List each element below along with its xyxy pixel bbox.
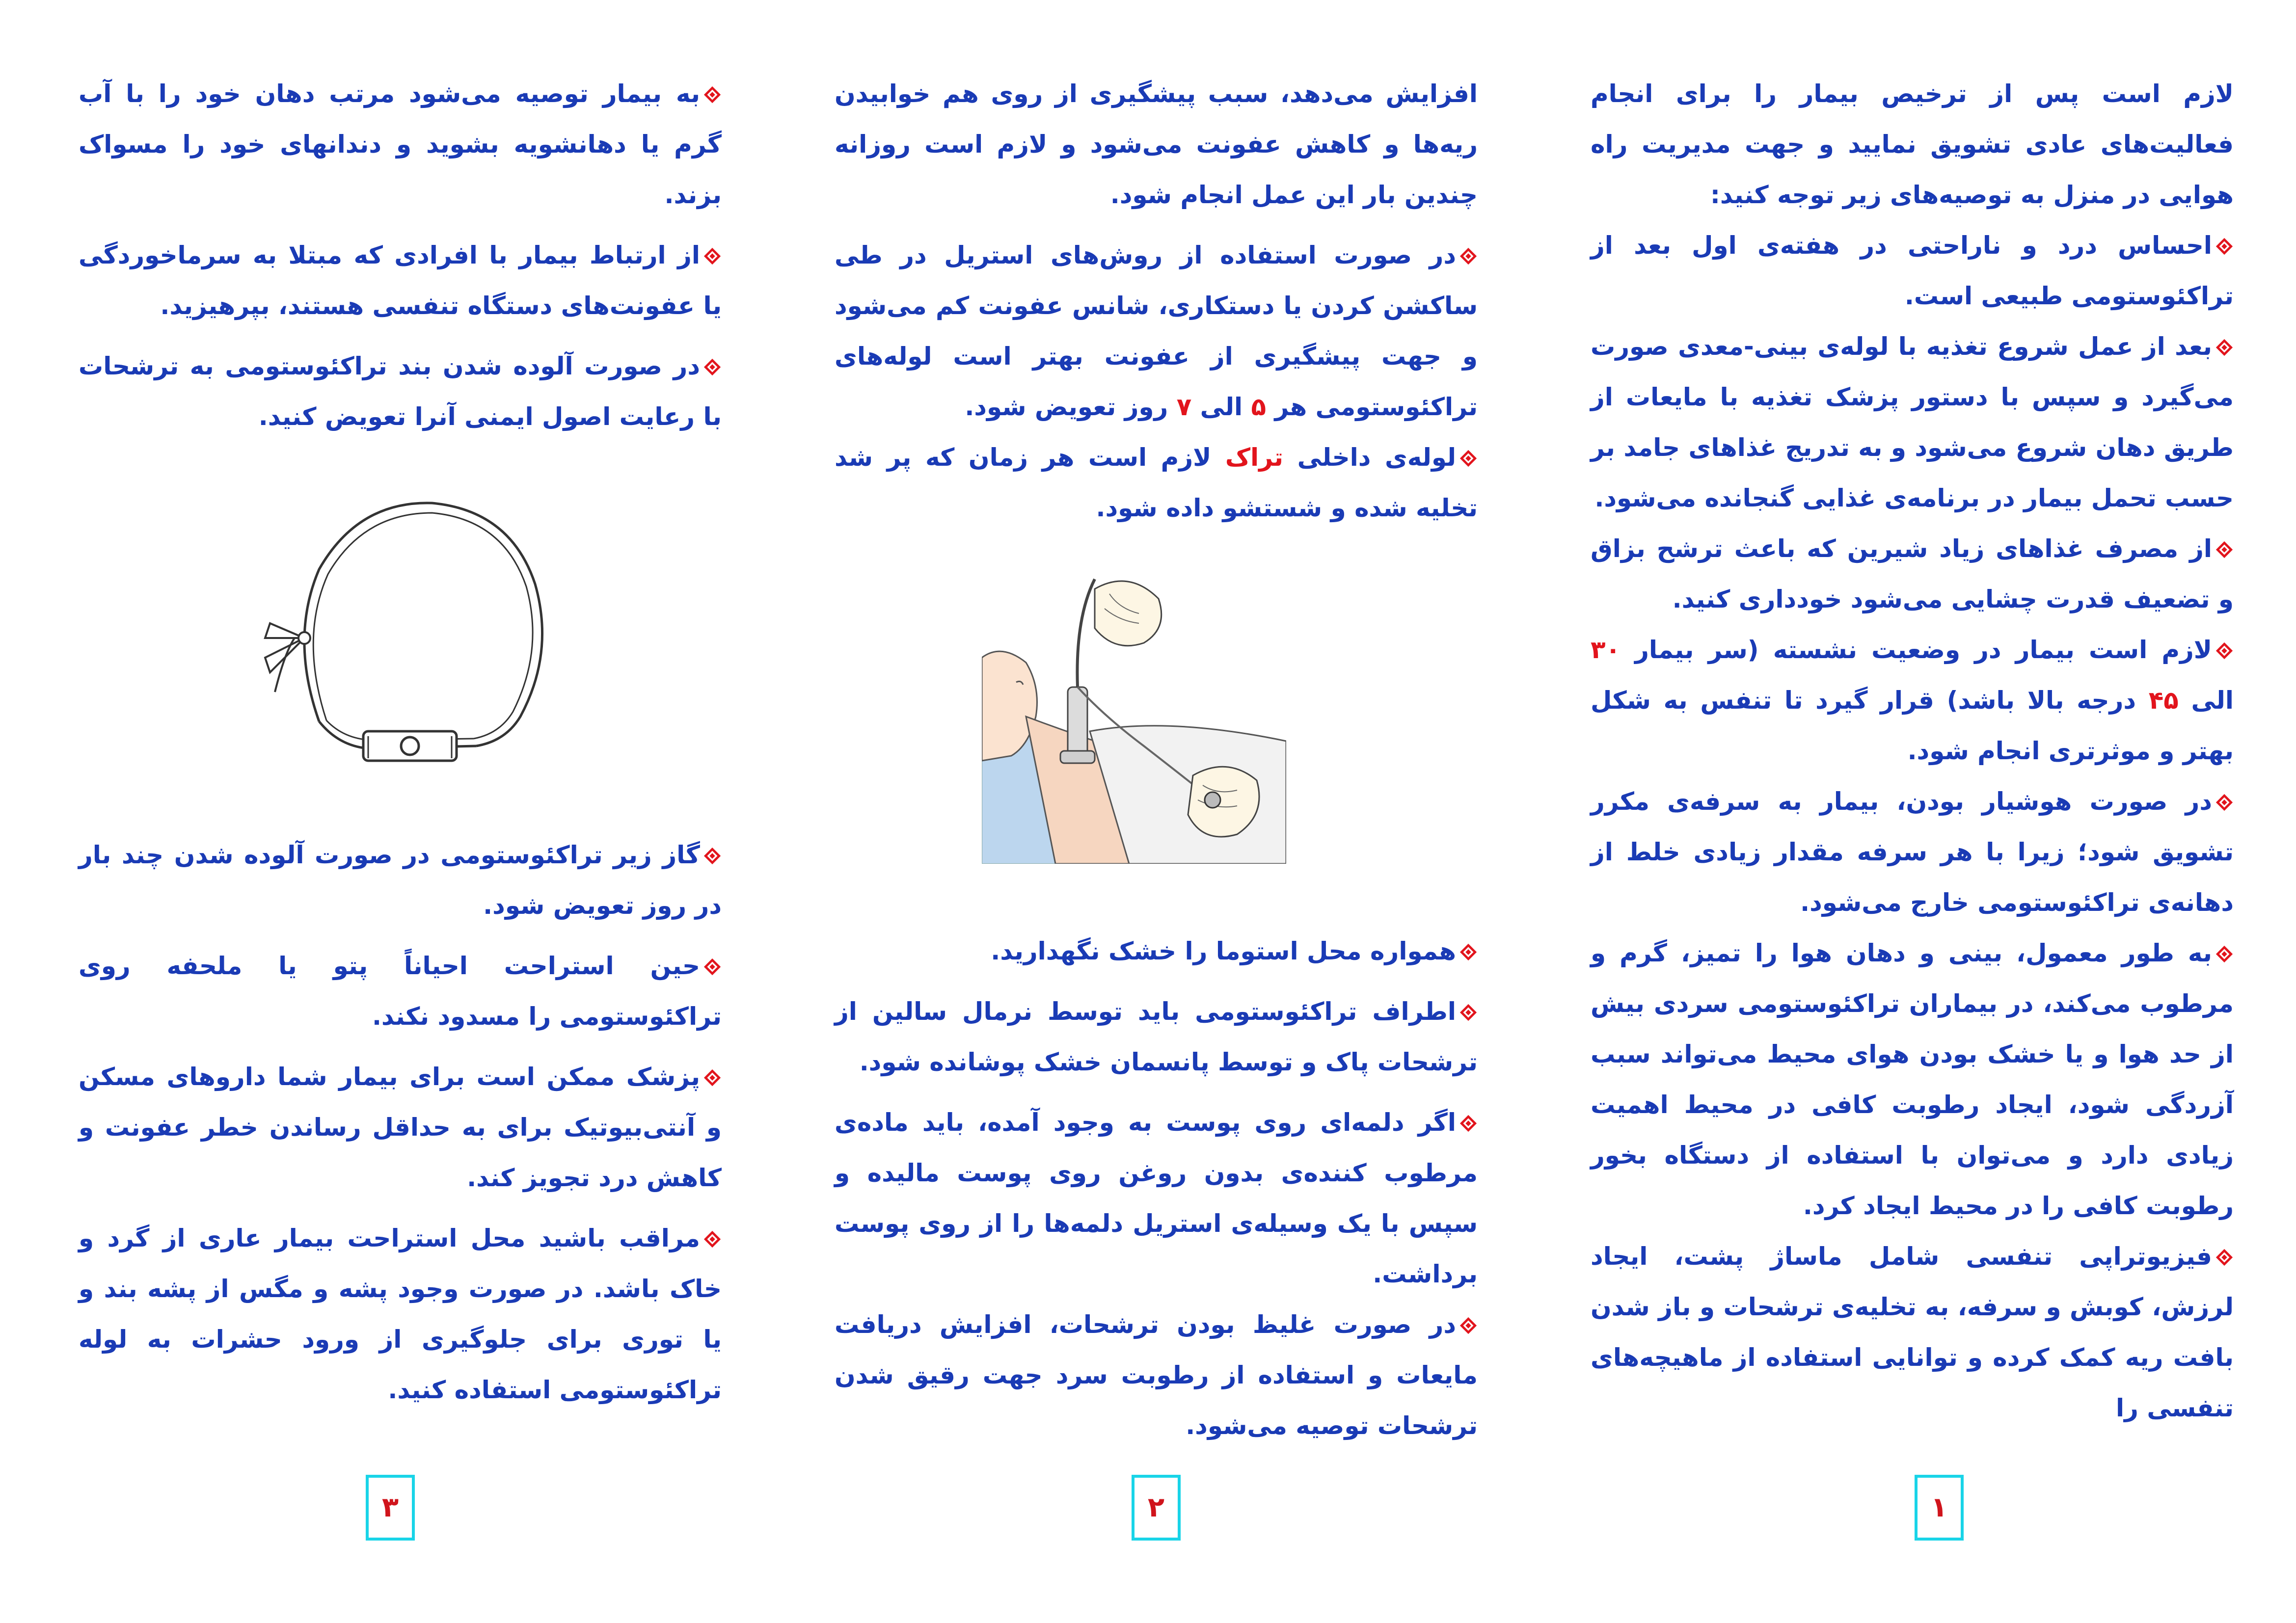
diamond-bullet-icon xyxy=(703,85,722,104)
diamond-bullet-icon xyxy=(703,1230,722,1249)
diamond-bullet-icon xyxy=(703,1068,722,1087)
bullet-item xyxy=(1591,220,2234,321)
bullet-item xyxy=(1591,524,2234,625)
bullet-text: لازم است هر زمان که پر شد تخلیه شده و شستشو داده شود. xyxy=(835,443,1478,522)
diamond-bullet-icon xyxy=(2215,540,2234,559)
diamond-bullet-icon xyxy=(2215,641,2234,660)
bullet-item xyxy=(835,1097,1478,1300)
bullet-text: الی xyxy=(2178,686,2234,715)
diamond-bullet-icon xyxy=(2215,338,2234,357)
bullet-item xyxy=(835,432,1478,533)
bullet-text: در صورت غلیظ بودن ترشحات، افزایش دریافت مایعات و استفاده از رطوبت سرد جهت رقیق شدن ترشحات توصیه می‌شود. xyxy=(835,1310,1478,1440)
bullet-text: احساس درد و ناراحتی در هفته‌ی اول بعد از تراکئوستومی طبیعی است. xyxy=(1591,231,2234,310)
bullet-text: اگر دلمه‌ای روی پوست به وجود آمده، باید ماده‌ی مرطوب کننده‌ی بدون روغن روی پوست مالیده و سپس با یک وسیله‌ی استریل دلمه‌ها را از روی پوست برداشت. xyxy=(835,1108,1478,1288)
bullet-item xyxy=(79,1052,722,1203)
diamond-bullet-icon xyxy=(2215,237,2234,256)
page-number-2: ۲ xyxy=(1132,1475,1181,1541)
bullet-text: روز تعویض شود. xyxy=(965,393,1177,421)
bullet-text: به بیمار توصیه می‌شود مرتب دهان خود را با آب گرم یا دهانشویه بشوید و دندانهای خود را مسواک بزند. xyxy=(79,80,722,209)
bullet-text: گاز زیر تراکئوستومی در صورت آلوده شدن چند بار در روز تعویض شود. xyxy=(79,841,722,920)
bullet-text: حین استراحت احیاناً پتو یا ملحفه روی تراکئوستومی را مسدود نکند. xyxy=(79,952,722,1031)
bullet-item xyxy=(79,941,722,1042)
bullet-item xyxy=(1591,776,2234,928)
number-highlight: ۷ xyxy=(1176,393,1192,421)
page-number-1: ۱ xyxy=(1915,1475,1964,1541)
number-highlight: ۳۰ xyxy=(1591,636,1621,664)
bullet-text: در صورت استفاده از روش‌های استریل در طی ساکشن کردن یا دستکاری، شانس عفونت کم می‌شود و جهت پیشگیری از عفونت بهتر است لوله‌های تراکئوستومی هر xyxy=(835,241,1478,421)
diamond-bullet-icon xyxy=(703,847,722,865)
diamond-bullet-icon xyxy=(703,958,722,976)
diamond-bullet-icon xyxy=(1459,247,1478,266)
diamond-bullet-icon xyxy=(1459,1003,1478,1022)
diamond-bullet-icon xyxy=(1459,1114,1478,1133)
bullet-text: لوله‌ی داخلی xyxy=(1283,443,1456,472)
diamond-bullet-icon xyxy=(2215,1248,2234,1267)
bullet-item xyxy=(79,230,722,331)
bullet-item xyxy=(79,1213,722,1415)
column-page-1 xyxy=(1591,69,2234,1434)
bullet-item xyxy=(1591,1231,2234,1434)
intro-paragraph: لازم است پس از ترخیص بیمار را برای انجام فعالیت‌های عادی تشویق نمایید و جهت مدیریت راه هوایی در منزل به توصیه‌های زیر توجه کنید: xyxy=(1591,80,2234,209)
bullet-item xyxy=(1591,625,2234,776)
page-number-3: ۳ xyxy=(366,1475,415,1541)
bullet-item xyxy=(79,69,722,220)
bullet-item xyxy=(1591,928,2234,1231)
diamond-bullet-icon xyxy=(703,358,722,376)
bullet-item xyxy=(835,1300,1478,1451)
bullet-text: از مصرف غذاهای زیاد شیرین که باعث ترشح بزاق و تضعیف قدرت چشایی می‌شود خودداری کنید. xyxy=(1591,534,2234,613)
bullet-text: به طور معمول، بینی و دهان هوا را تمیز، گرم و مرطوب می‌کند، در بیماران تراکئوستومی سردی بیش از حد هوا و یا خشک بودن هوای محیط می‌تواند سبب آزردگی شود، ایجاد رطوبت کافی در محیط اهمیت زیادی دارد و می‌توان با استفاده از دستگاه بخور رطوبت کافی را در محیط ایجاد کرد. xyxy=(1591,939,2234,1220)
diamond-bullet-icon xyxy=(703,247,722,266)
bullet-text: لازم است بیمار در وضعیت نشسته (سر بیمار xyxy=(1621,636,2212,664)
bullet-text: بعد از عمل شروع تغذیه با لوله‌ی بینی-معدی صورت می‌گیرد و سپس با دستور پزشک تغذیه با مایعات از طریق دهان شروع می‌شود و به تدریج غذاهای جامد بر حسب تحمل بیمار در برنامه‌ی غذایی گنجانده می‌شود. xyxy=(1591,332,2234,512)
bullet-text: در صورت آلوده شدن بند تراکئوستومی به ترشحات با رعایت اصول ایمنی آنرا تعویض کنید. xyxy=(79,352,722,431)
bullet-text: فیزیوتراپی تنفسی شامل ماساژ پشت، ایجاد لرزش، کوبش و سرفه، به تخلیه‌ی ترشحات و باز شدن بافت ریه کمک کرده و توانایی استفاده از ماهیچه‌های تنفسی را xyxy=(1591,1242,2234,1422)
bullet-text: همواره محل استوما را خشک نگهدارید. xyxy=(991,937,1456,965)
bullet-item xyxy=(835,926,1478,977)
bullet-text: اطراف تراکئوستومی باید توسط نرمال سالین از ترشحات پاک و توسط پانسمان خشک پوشانده شود. xyxy=(835,997,1478,1076)
tracheostomy-tie-illustration xyxy=(245,491,569,785)
diamond-bullet-icon xyxy=(1459,449,1478,468)
bullet-item xyxy=(835,986,1478,1088)
number-highlight: ۵ xyxy=(1251,393,1267,421)
diamond-bullet-icon xyxy=(2215,793,2234,812)
term-highlight: تراک xyxy=(1225,443,1284,472)
bullet-item xyxy=(835,230,1478,432)
tracheostomy-suction-illustration xyxy=(982,569,1286,864)
diamond-bullet-icon xyxy=(1459,1316,1478,1335)
bullet-item xyxy=(79,830,722,931)
diamond-bullet-icon xyxy=(1459,943,1478,961)
number-highlight: ۴۵ xyxy=(2148,686,2179,715)
bullet-text: درجه بالا باشد) قرار گیرد تا تنفس به شکل بهتر و موثرتری انجام شود. xyxy=(1591,686,2234,765)
bullet-text: مراقب باشید محل استراحت بیمار عاری از گرد و خاک باشد. در صورت وجود پشه و مگس از پشه بند و یا توری برای جلوگیری از ورود حشرات به لوله تراکئوستومی استفاده کنید. xyxy=(79,1224,722,1404)
bullet-text: از ارتباط بیمار با افرادی که مبتلا به سرماخوردگی یا عفونت‌های دستگاه تنفسی هستند، بپرهیزید. xyxy=(79,241,722,320)
bullet-item xyxy=(79,341,722,442)
bullet-text: پزشک ممکن است برای بیمار شما داروهای مسکن و آنتی‌بیوتیک برای به حداقل رساندن خطر عفونت و کاهش درد تجویز کند. xyxy=(79,1063,722,1192)
bullet-text: الی xyxy=(1191,393,1251,421)
bullet-item xyxy=(1591,321,2234,524)
diamond-bullet-icon xyxy=(2215,945,2234,963)
continued-paragraph: افزایش می‌دهد، سبب پیشگیری از روی هم خوابیدن ریه‌ها و کاهش عفونت می‌شود و لازم است روزانه چندین بار این عمل انجام شود. xyxy=(835,80,1478,209)
bullet-text: در صورت هوشیار بودن، بیمار به سرفه‌ی مکرر تشویق شود؛ زیرا با هر سرفه مقدار زیادی خلط از دهانه‌ی تراکئوستومی خارج می‌شود. xyxy=(1591,787,2234,917)
